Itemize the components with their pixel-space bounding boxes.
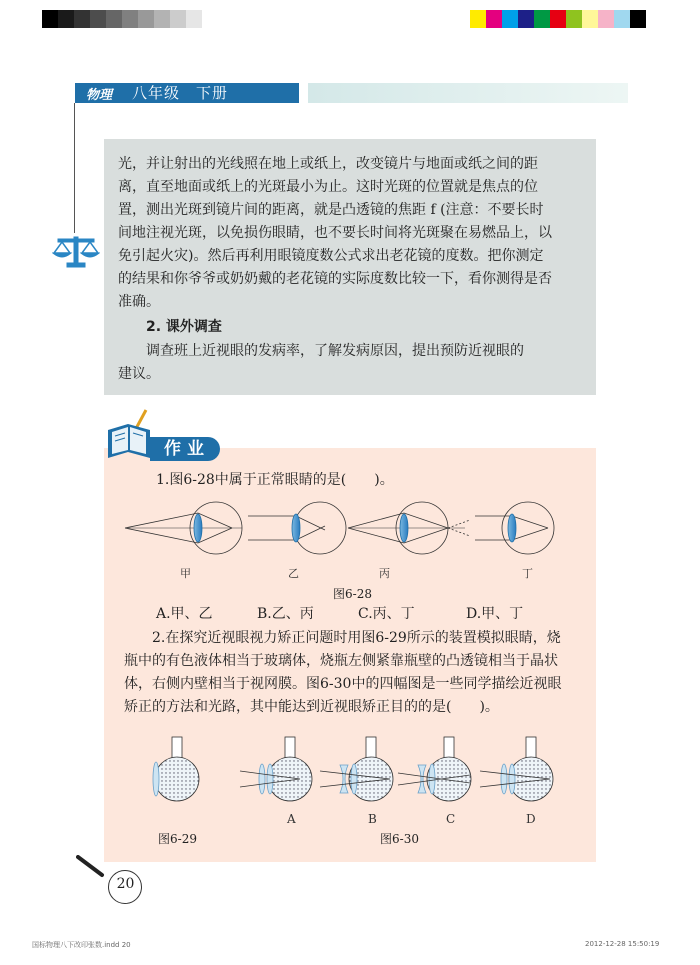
calibration-swatch [630, 10, 646, 28]
color-calibration-bar [470, 10, 646, 28]
activity-paragraph [118, 153, 580, 314]
eye-diagram-bing [348, 502, 470, 554]
book-pencil-icon [104, 408, 156, 464]
volume-label: 下册 [196, 84, 229, 102]
calibration-swatch [486, 10, 502, 28]
calibration-swatch [502, 10, 518, 28]
option-a: A.甲、乙 [156, 606, 213, 622]
calibration-swatch [518, 10, 534, 28]
calibration-swatch [170, 10, 186, 28]
calibration-swatch [202, 10, 218, 28]
option-d: D.甲、丁 [466, 606, 524, 622]
flask-d [480, 737, 553, 801]
text-line: 调查班上近视眼的发病率，了解发病原因，提出预防近视眼的 [146, 343, 524, 359]
flask-a [240, 737, 312, 801]
question-2 [124, 627, 580, 719]
header-gradient-bar [308, 83, 628, 103]
text-line: 离，直至地面或纸上的光斑最小为止。这时光斑的位置就是焦点的位 [118, 179, 538, 195]
figure-caption-6-29: 图6-29 [158, 832, 197, 846]
calibration-swatch [534, 10, 550, 28]
text-line: 瓶中的有色液体相当于玻璃体，烧瓶左侧紧靠瓶壁的凸透镜相当于晶状 [124, 653, 558, 669]
text-line: 免引起火灾)。然后再利用眼镜度数公式求出老花镜的度数。把你测定 [118, 248, 544, 264]
calibration-swatch [566, 10, 582, 28]
footer-filename: 国标物理八下改印张数.indd 20 [32, 941, 131, 949]
eye-diagram-ding [475, 502, 554, 554]
text-line: 准确。 [118, 294, 160, 310]
calibration-swatch [42, 10, 58, 28]
calibration-swatch [470, 10, 486, 28]
question-1: 1.图6-28中属于正常眼睛的是( )。 [156, 472, 394, 488]
flask-label-d: D [526, 812, 536, 826]
calibration-swatch [582, 10, 598, 28]
flask-b [320, 737, 393, 801]
eye-label-bing: 丙 [379, 567, 390, 580]
flask-label-b: B [368, 812, 377, 826]
calibration-swatch [550, 10, 566, 28]
homework-title: 作业 [150, 437, 220, 461]
calibration-swatch [106, 10, 122, 28]
calibration-swatch [122, 10, 138, 28]
eye-label-jia: 甲 [180, 567, 191, 580]
figure-caption-6-30: 图6-30 [380, 832, 419, 846]
flask-c [398, 737, 471, 801]
text-line: 体，右侧内壁相当于视网膜。图6-30中的四幅图是一些同学描绘近视眼 [124, 676, 562, 692]
section-title: 2. 课外调查 [146, 319, 222, 335]
flask-6-29 [153, 737, 199, 801]
calibration-swatch [90, 10, 106, 28]
subject-logo: 物理 [86, 88, 113, 103]
figure-caption-6-28: 图6-28 [333, 587, 372, 601]
text-line: 2.在探究近视眼视力矫正问题时用图6-29所示的装置模拟眼睛，烧 [152, 630, 561, 646]
option-b: B.乙、丙 [257, 606, 314, 622]
calibration-swatch [598, 10, 614, 28]
calibration-swatch [138, 10, 154, 28]
eye-label-ding: 丁 [522, 567, 533, 580]
figure-6-28 [120, 500, 560, 560]
eye-diagram-yi [248, 502, 346, 554]
text-line: 间地注视光斑，以免损伤眼睛，也不要长时间将光斑聚在易燃品上，以 [118, 225, 552, 241]
text-line: 置，测出光斑到镜片间的距离，就是凸透镜的焦距 f (注意：不要长时 [118, 202, 544, 218]
text-line: 光，并让射出的光线照在地上或纸上，改变镜片与地面或纸之间的距 [118, 156, 538, 172]
margin-rule [74, 103, 75, 233]
calibration-swatch [186, 10, 202, 28]
gray-calibration-bar [42, 10, 218, 28]
balance-scale-icon [52, 234, 100, 268]
flask-figures [140, 735, 560, 807]
page-number: 20 [116, 876, 135, 892]
text-line: 矫正的方法和光路，其中能达到近视眼矫正目的的是( )。 [124, 699, 499, 715]
option-c: C.丙、丁 [358, 606, 415, 622]
header-grade [132, 83, 228, 103]
flask-label-a: A [287, 812, 296, 826]
calibration-swatch [614, 10, 630, 28]
calibration-swatch [74, 10, 90, 28]
eye-label-yi: 乙 [288, 567, 299, 580]
grade-label: 八年级 [132, 84, 181, 102]
footer-timestamp: 2012-12-28 15:50:19 [585, 940, 660, 948]
flask-label-c: C [446, 812, 456, 826]
text-line: 的结果和你爷爷或奶奶戴的老花镜的实际度数比较一下，看你测得是否 [118, 271, 552, 287]
calibration-swatch [154, 10, 170, 28]
calibration-swatch [58, 10, 74, 28]
survey-paragraph [118, 340, 580, 386]
text-line: 建议。 [118, 366, 160, 382]
eye-diagram-jia [125, 502, 242, 554]
